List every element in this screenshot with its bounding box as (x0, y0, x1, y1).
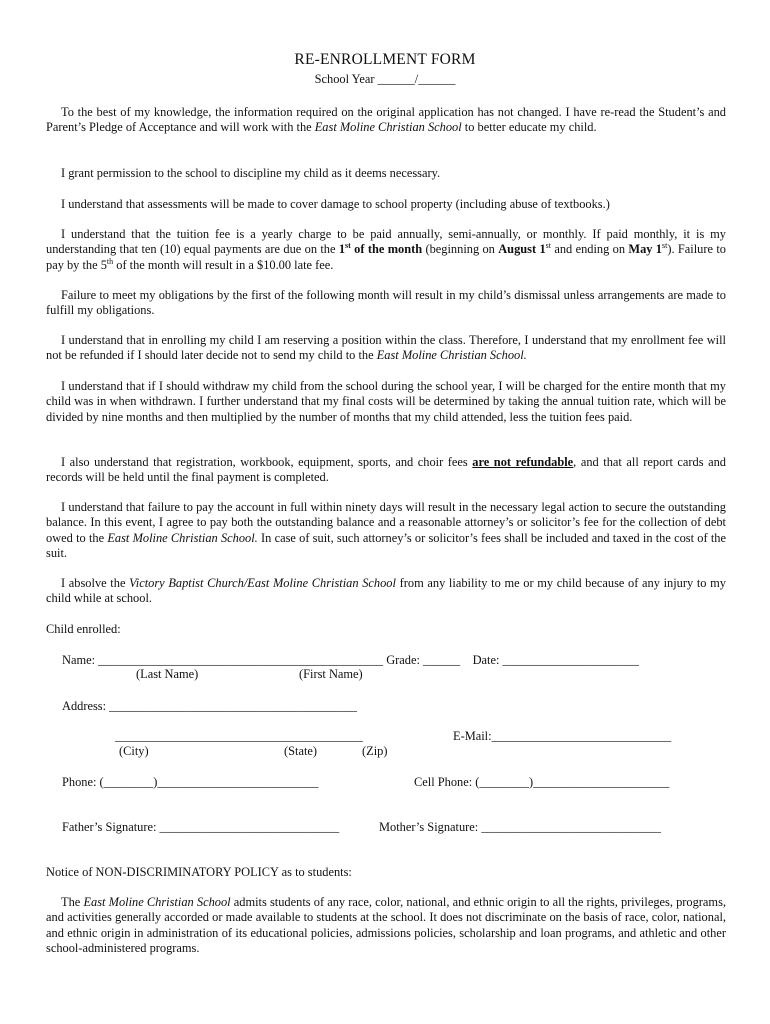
non-discriminatory-policy-text: The East Moline Christian School admits students of any race, color, national, and ethnic origin to all the rights, privileges, programs, and activities generally accorded or made available to students at the school. It does not discriminate on the basis of race, color, national, and ethnic origin in administration of its educational policies, admissions policies, scholarship and loan programs, and athletic and other school-administered programs. (46, 895, 726, 956)
paragraph-discipline: I grant permission to the school to discipline my child as it deems necessary. (61, 166, 441, 180)
mother-signature-field[interactable]: Mother’s Signature: _____________________________ (379, 820, 661, 834)
state-caption: (State) (284, 744, 318, 758)
name-grade-date-field[interactable]: Name: ______________________________________________ Grade: ______ Date: ______________________ (62, 653, 639, 667)
paragraph-obligations: Failure to meet my obligations by the first of the following month will result in my child’s dismissal unless arrangements are made to fulfill my obligations. (46, 288, 726, 318)
paragraph-enrollment-fee: I understand that in enrolling my child I am reserving a position within the class. Therefore, I understand that my enrollment fee will not be refunded if I should later decide not to send my child to the East Moline Christian School. (46, 333, 726, 363)
zip-caption: (Zip) (362, 744, 388, 758)
child-enrolled-label: Child enrolled: (46, 622, 121, 636)
paragraph-withdrawal: I understand that if I should withdraw my child from the school during the school year, I will be charged for the entire month that my child was in when withdrawn. I further understand that my final costs will be determined by taking the annual tuition rate, which will be divided by nine months and then multiplied by the number of months that my child attended, less the tuition fees paid. (46, 379, 726, 424)
paragraph-fees: I also understand that registration, workbook, equipment, sports, and choir fees are not refundable, and that all report cards and records will be held until the final payment is completed. (46, 455, 727, 485)
paragraph-assessments: I understand that assessments will be made to cover damage to school property (including abuse of textbooks.) (61, 197, 610, 211)
city-state-zip-field[interactable]: ________________________________________ (115, 729, 363, 743)
paragraph-liability: I absolve the Victory Baptist Church/East Moline Christian School from any liability to me or my child because of any injury to my child while at school. (46, 576, 727, 606)
email-field[interactable]: E-Mail:_____________________________ (453, 729, 672, 743)
last-name-caption: (Last Name) (136, 667, 199, 681)
first-name-caption: (First Name) (299, 667, 363, 681)
school-year-line: School Year ______/______ (314, 72, 456, 86)
paragraph-tuition: I understand that the tuition fee is a yearly charge to be paid annually, semi-annually, or monthly. If paid monthly, it is my understanding that ten (10) equal payments are due on the 1st of the month (beginning on August 1st and ending on May 1st). Failure to pay by the 5th of the month will result in a $10.00 late fee. (46, 227, 726, 272)
address-field[interactable]: Address: ________________________________________ (62, 699, 357, 713)
father-signature-field[interactable]: Father’s Signature: _____________________________ (62, 820, 340, 834)
school-name: East Moline Christian School (314, 120, 462, 135)
cell-phone-field[interactable]: Cell Phone: (________)______________________ (414, 775, 670, 789)
form-title: RE-ENROLLMENT FORM (294, 51, 476, 68)
phone-field[interactable]: Phone: (________)__________________________ (62, 775, 319, 789)
paragraph-legal-action: I understand that failure to pay the account in full within ninety days will result in the necessary legal action to secure the outstanding balance. In this event, I agree to pay both the outstanding balance and a reasonable attorney’s or solicitor’s fee for the collection of debt owed to the East Moline Christian School. In case of suit, such attorney’s or solicitor’s fees shall be included and taxed in the cost of the suit. (46, 500, 726, 561)
paragraph-original-application: To the best of my knowledge, the information required on the original application has not changed. I have re-read the Student’s and Parent’s Pledge of Acceptance and will work with the East Moline Christian School to better educate my child. (46, 105, 726, 135)
city-caption: (City) (119, 744, 149, 758)
policy-heading: Notice of NON-DISCRIMINATORY POLICY as to students: (46, 865, 352, 879)
